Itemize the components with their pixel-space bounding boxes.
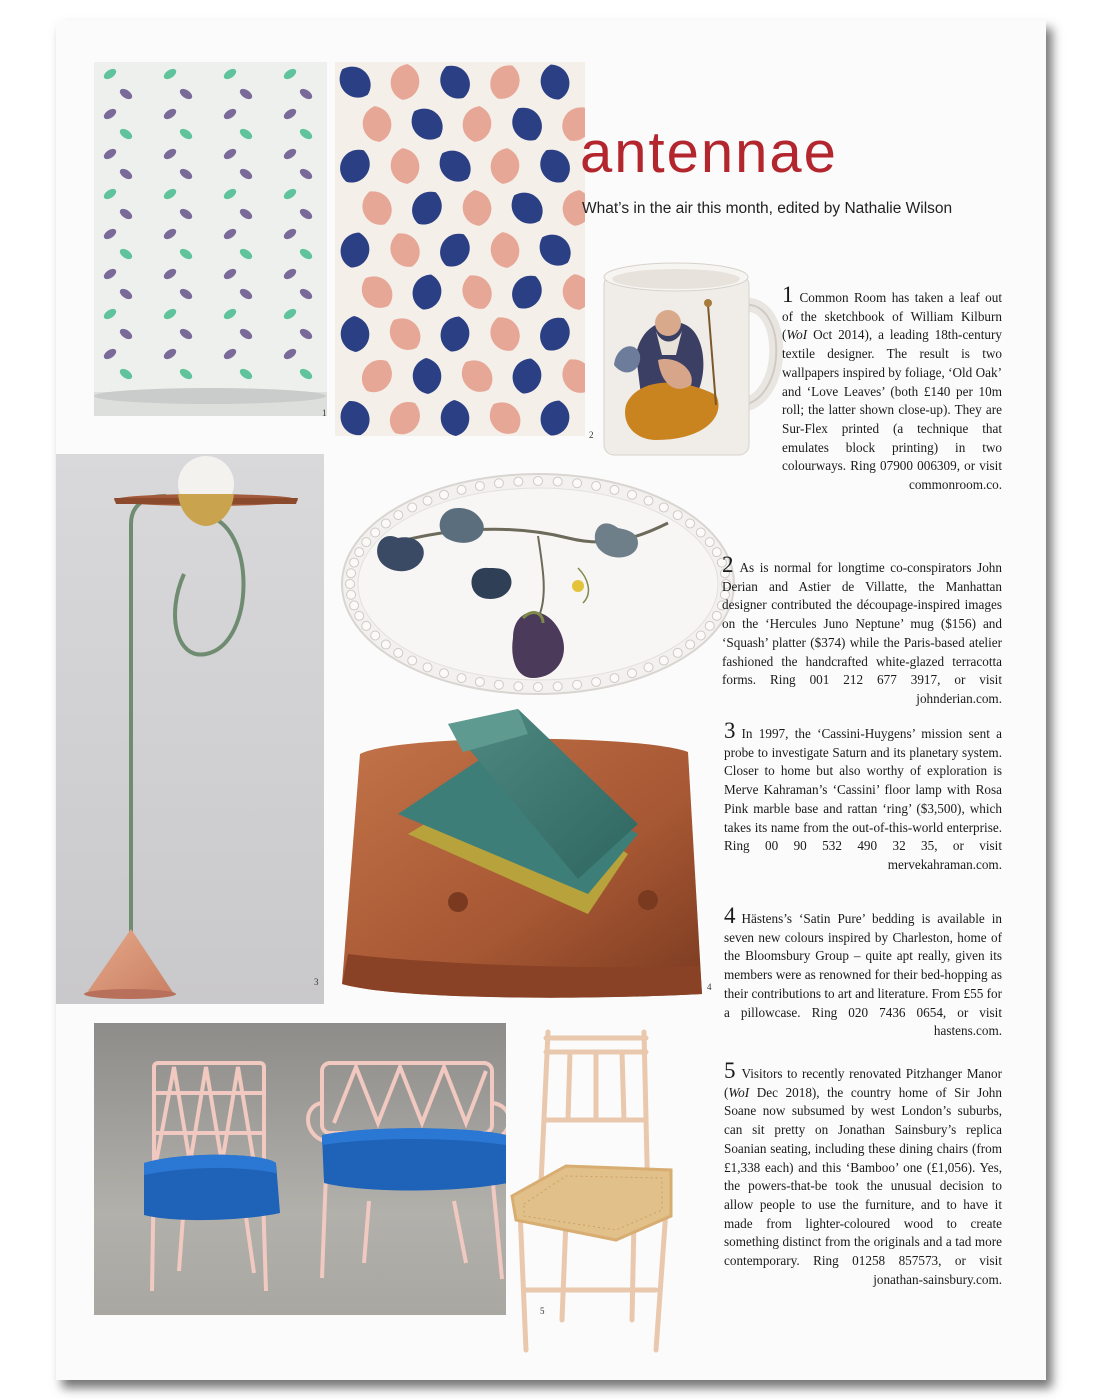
item-4: [724, 903, 1002, 1041]
photo-squash-platter: [338, 468, 738, 698]
photo-number-5: 5: [540, 1306, 545, 1316]
photo-number-2: 2: [589, 430, 594, 440]
item-4-number: 4: [724, 903, 736, 928]
item-5: [724, 1058, 1002, 1289]
item-3-text: In 1997, the ‘Cassini-Huygens’ mission sent a probe to investigate Saturn and its planetary system. Closer to home but also worthy of exploration is Merve Kahraman’s ‘Cassini’ floor lamp with Rosa Pink marble base and rattan ‘ring’ ($3,500), which takes its name from the out-of-this-world enterprise. Ring 00 90 532 490 32 35, or visit mervekahraman.com.: [724, 726, 1002, 872]
item-2-number: 2: [722, 552, 734, 577]
section-subtitle: What’s in the air this month, edited by Nathalie Wilson: [582, 200, 953, 217]
photo-bamboo-chair: [506, 1020, 676, 1360]
item-2-text: As is normal for longtime co-conspirators John Derian and Astier de Villatte, the Manhattan designer contributed the découpage-inspired images on the ‘Hercules Juno Neptune’ mug ($156) and ‘Squash’ platter ($374) while the Paris-based atelier fashioned the handcrafted white-glazed terracotta forms. Ring 001 212 677 3917, or visit johnderian.com.: [722, 560, 1002, 706]
item-3: [724, 718, 1002, 875]
photo-cassini-lamp: [56, 454, 324, 1004]
item-3-number: 3: [724, 718, 736, 743]
item-1: [782, 282, 1002, 495]
item-1-text: Common Room has taken a leaf out of the sketchbook of William Kilburn (WoI Oct 2014), a leading 18th-century textile designer. The result is two wallpapers inspired by foliage, ‘Old Oak’ and ‘Love Leaves’ (both £140 per 10m roll; the latter shown close-up). They are Sur-Flex printed (a technique that emulates block printing) in two colourways. Ring 07900 006309, or visit commonroom.co.: [782, 290, 1002, 493]
item-2: [722, 552, 1002, 709]
photo-old-oak-wallpaper: [94, 62, 327, 416]
item-5-text: Visitors to recently renovated Pitzhanger Manor (WoI Dec 2018), the country home of Sir John Soane now subsumed by west London’s suburbs, can sit pretty on Jonathan Sainsbury’s replica Soanian seating, including these dining chairs (from £1,338 each) and this ‘Bamboo’ one (£1,056). Yes, the powers-that-be took the unusual decision to allow people to use the furniture, and to have it made from lighter-coloured wood to create something distinct from the originals and a tad more contemporary. Ring 01258 857573, or visit jonathan-sainsbury.com.: [724, 1066, 1002, 1287]
section-title: antennae: [580, 120, 838, 185]
photo-soanian-chairs: [94, 1023, 537, 1315]
item-5-number: 5: [724, 1058, 736, 1083]
photo-number-1: 1: [322, 408, 327, 418]
item-4-text: Hästens’s ‘Satin Pure’ bedding is available in seven new colours inspired by Charleston, home of the Bloomsbury Group – quite apt really, given its members were as renowned for their bed-hopping as their contributions to art and literature. From £55 for a pillowcase. Ring 020 7436 0654, or visit hastens.com.: [724, 911, 1002, 1039]
item-1-number: 1: [782, 282, 794, 307]
photo-neptune-mug: [596, 245, 786, 465]
magazine-page: [56, 20, 1046, 1380]
photo-love-leaves-wallpaper: [335, 62, 585, 436]
photo-satin-pure-bedding: [338, 704, 706, 1000]
photo-number-3: 3: [314, 977, 319, 987]
photo-number-4: 4: [707, 982, 712, 992]
